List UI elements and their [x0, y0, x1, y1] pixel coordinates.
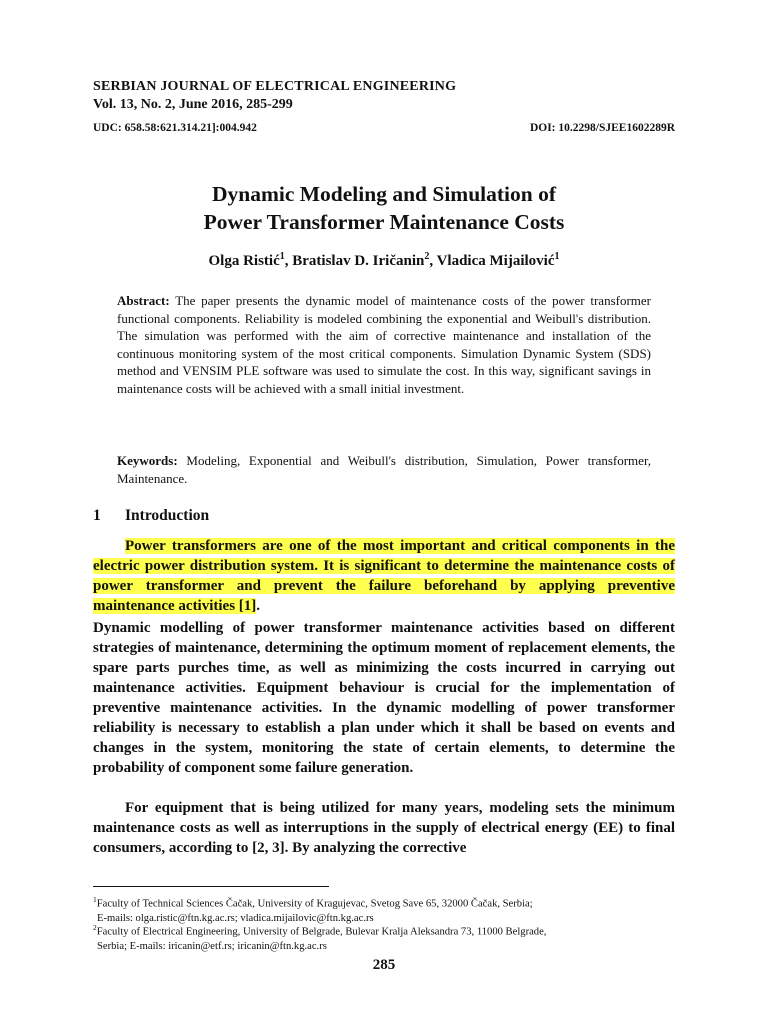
section-number: 1 [93, 507, 101, 524]
author-separator: , [284, 253, 293, 269]
author-list [93, 251, 675, 270]
author-name: Olga Ristić [208, 253, 280, 269]
intro-paragraph-1 [93, 536, 675, 616]
section-heading [93, 507, 209, 525]
intro-paragraph-3: For equipment that is being utilized for many years, modeling sets the minimum maintenance costs as well as interruptions in the supply of electrical energy (EE) to final consumers, according to [2, 3]. By analyzing the corrective [93, 800, 675, 856]
journal-volume: Vol. 13, No. 2, June 2016, 285-299 [93, 97, 293, 112]
keywords-text: Modeling, Exponential and Weibull's distribution, Simulation, Power transformer, Maintenance. [117, 453, 651, 486]
keywords [117, 452, 651, 487]
intro-paragraph-2: Dynamic modelling of power transformer maintenance activities based on different strategies of maintenance, determining the optimum moment of replacement elements, the spare parts purches time, as well as minimizing the costs incurred in carrying out maintenance activities. Equipment behaviour is crucial for the implementation of preventive maintenance activities. In the dynamic modelling of power transformer reliability is necessary to establish a plan under which it shall be based on events and changes in the system, monitoring the state of certain elements, to determine the probability of component some failure generation. [93, 620, 675, 776]
author-name: Vladica Mijailović [436, 253, 555, 269]
section-title: Introduction [125, 507, 210, 524]
footnote-text: Faculty of Technical Sciences Čačak, University of Kragujevac, Svetog Save 65, 32000 Čačak, Serbia; [96, 898, 533, 910]
footnote-text: Faculty of Electrical Engineering, University of Belgrade, Bulevar Kralja Aleksandra 73, 11000 Belgrade, [96, 926, 547, 938]
footnote-divider [93, 886, 329, 887]
abstract-text: The paper presents the dynamic model of maintenance costs of the power transformer functional components. Reliability is modeled combining the exponential and Weibull's distribution. The simulation was performed with the aim of corrective maintenance and installation of the continuous monitoring system of the most critical components. Simulation Dynamic System (SDS) method and VENSIM PLE software was used to simulate the cost. In this way, significant savings in maintenance costs will be achieved with a small initial investment. [117, 293, 651, 396]
udc-code: UDC: 658.58:621.314.21]:004.942 [93, 122, 257, 134]
journal-name: SERBIAN JOURNAL OF ELECTRICAL ENGINEERING [93, 79, 457, 94]
author-affiliation-mark: 1 [554, 251, 560, 262]
title-line-2: Power Transformer Maintenance Costs [203, 210, 565, 234]
author-affiliation-mark: 1 [279, 251, 285, 262]
footnote-emails[interactable]: Serbia; E-mails: iricanin@etf.rs; iricanin@ftn.kg.ac.rs [97, 940, 327, 952]
author-affiliation-mark: 2 [424, 251, 430, 262]
footnote-2 [93, 921, 675, 954]
highlighted-text[interactable]: Power transformers are one of the most important and critical components in the electric power distribution system. It is significant to determine the maintenance costs of power transformer and prevent the failure beforehand by applying preventive maintenance activities [1] [93, 538, 675, 614]
footnote-mark: 1 [93, 895, 97, 904]
author-separator: , [429, 253, 437, 269]
abstract-label: Abstract: [117, 293, 170, 308]
paper-title [93, 180, 675, 236]
title-line-1: Dynamic Modeling and Simulation of [211, 182, 557, 206]
abstract [117, 292, 651, 398]
keywords-label: Keywords: [117, 453, 178, 468]
footnote-mark: 2 [93, 923, 97, 932]
doi-link[interactable]: DOI: 10.2298/SJEE1602289R [529, 122, 675, 134]
paragraph-end: . [256, 598, 261, 614]
footnote-emails[interactable]: E-mails: olga.ristic@ftn.kg.ac.rs; vladica.mijailovic@ftn.kg.ac.rs [97, 912, 374, 924]
author-name: Bratislav D. Iričanin [292, 253, 425, 269]
page-number: 285 [372, 957, 396, 973]
